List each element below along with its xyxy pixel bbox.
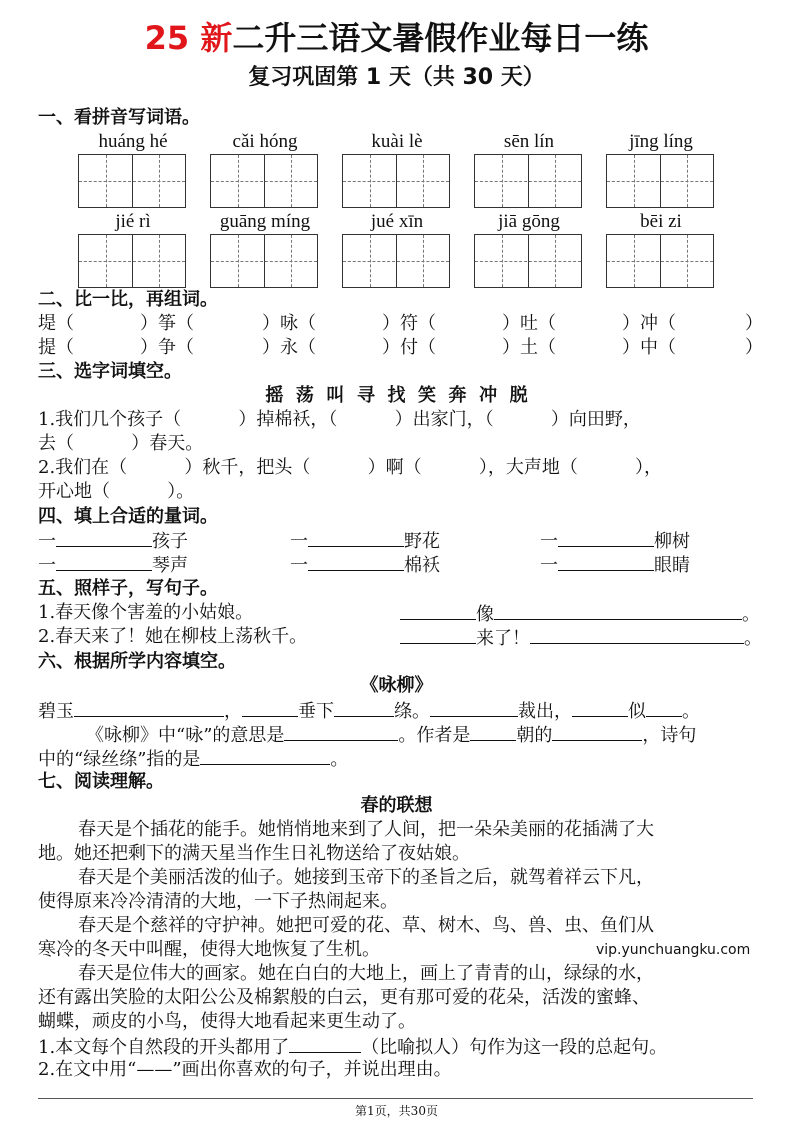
pinyin-10: bēi zi xyxy=(640,211,682,232)
pinyin-5: jīng líng xyxy=(629,131,693,152)
para-3-line-2: 寒冷的冬天中叫醒，使得大地恢复了生机。 xyxy=(38,939,380,960)
section-1-heading: 一、看拼音写词语。 xyxy=(38,107,200,128)
para-1-line-1: 春天是个插花的能手。她悄悄地来到了人间，把一朵朵美丽的花插满了大 xyxy=(78,819,654,840)
para-4-line-2: 还有露出笑脸的太阳公公及棉絮般的白云，更有那可爱的花朵，活泼的蜜蜂、 xyxy=(38,987,650,1008)
measure-blank[interactable] xyxy=(308,528,404,547)
fill-q2-line2: 开心地（ ）。 xyxy=(38,481,195,502)
para-3-line-1: 春天是个慈祥的守护神。她把可爱的花、草、树木、鸟、兽、虫、鱼们从 xyxy=(78,915,654,936)
writing-box-2[interactable] xyxy=(210,154,318,208)
fill-q1-line1: 1.我们几个孩子（ ）掉棉袄，（ ）出家门，（ ）向田野， xyxy=(38,409,641,430)
section-7-heading: 七、阅读理解。 xyxy=(38,771,164,792)
para-4-line-3: 蝴蝶，顽皮的小鸟，使得大地看起来更生动了。 xyxy=(38,1011,416,1032)
pinyin-4: sēn lín xyxy=(503,131,555,152)
writing-box-10[interactable] xyxy=(606,234,714,288)
poem-title: 《咏柳》 xyxy=(360,675,433,696)
word-bank: 摇 荡 叫 寻 找 笑 奔 冲 脱 xyxy=(265,385,528,406)
measure-blank[interactable] xyxy=(558,552,654,571)
measure-6: 一 眼睛 xyxy=(540,552,690,578)
measure-1: 一 孩子 xyxy=(38,528,188,554)
measure-2: 一 野花 xyxy=(290,528,440,554)
compare-2-6: ）中（ xyxy=(622,337,676,358)
title-text: 二升三语文暑假作业每日一练 xyxy=(232,19,649,57)
compare-2-1: 提（ xyxy=(38,337,74,358)
page-title xyxy=(0,16,793,60)
compare-1-1: 堤（ xyxy=(38,313,74,334)
para-1-line-2: 地。她还把剩下的满天星当作生日礼物送给了夜姑娘。 xyxy=(38,843,470,864)
writing-box-4[interactable] xyxy=(474,154,582,208)
compare-1-4: ）符（ xyxy=(382,313,436,334)
answer-line-1: 像 。 xyxy=(400,601,760,627)
answer-line-2: 来了！ 。 xyxy=(400,625,762,651)
pinyin-7: guāng míng xyxy=(219,211,311,232)
measure-3: 一 柳树 xyxy=(540,528,690,554)
para-4-line-1: 春天是位伟大的画家。她在白白的大地上，画上了青青的山，绿绿的水， xyxy=(78,963,654,984)
measure-blank[interactable] xyxy=(56,552,152,571)
page-subtitle: 复习巩固第 1 天（共 30 天） xyxy=(248,65,545,90)
para-2-line-2: 使得原来冷冷清清的大地，一下子热闹起来。 xyxy=(38,891,398,912)
fill-q2-line1: 2.我们在（ ）秋千，把头（ ）啊（ ），大声地（ ）， xyxy=(38,457,663,478)
writing-box-8[interactable] xyxy=(342,234,450,288)
title-number: 25 新 xyxy=(144,19,233,57)
para-2-line-1: 春天是个美丽活泼的仙子。她接到玉帝下的圣旨之后，就驾着祥云下凡， xyxy=(78,867,654,888)
section-4-heading: 四、填上合适的量词。 xyxy=(38,506,218,527)
measure-blank[interactable] xyxy=(308,552,404,571)
compare-1-5: ）吐（ xyxy=(502,313,556,334)
section-3-heading: 三、选字词填空。 xyxy=(38,361,182,382)
compare-1-2: ）筝（ xyxy=(140,313,194,334)
compare-1-6: ）冲（ xyxy=(622,313,676,334)
reading-question-1: 1.本文每个自然段的开头都用了 （比喻拟人）句作为这一段的总起句。 xyxy=(38,1034,667,1060)
fill-q1-line2: 去（ ）春天。 xyxy=(38,433,204,454)
compare-2-3: ）永（ xyxy=(262,337,316,358)
measure-5: 一 棉袄 xyxy=(290,552,440,578)
compare-2-4: ）付（ xyxy=(382,337,436,358)
writing-box-6[interactable] xyxy=(78,234,186,288)
writing-box-1[interactable] xyxy=(78,154,186,208)
example-sentence-1: 1.春天像个害羞的小姑娘。 xyxy=(38,602,254,623)
compare-2-2: ）争（ xyxy=(140,337,194,358)
compare-1-7: ） xyxy=(745,313,763,334)
poem-question-1: 《咏柳》中“咏”的意思是 。作者是 朝的 ，诗句 xyxy=(38,722,696,748)
section-6-heading: 六、根据所学内容填空。 xyxy=(38,651,236,672)
pinyin-6: jié rì xyxy=(115,211,151,232)
compare-2-5: ）土（ xyxy=(502,337,556,358)
pinyin-3: kuài lè xyxy=(371,131,423,152)
reading-question-2: 2.在文中用“——”画出你喜欢的句子，并说出理由。 xyxy=(38,1059,452,1080)
pinyin-8: jué xīn xyxy=(370,211,424,232)
measure-4: 一 琴声 xyxy=(38,552,188,578)
section-2-heading: 二、比一比，再组词。 xyxy=(38,289,218,310)
section-5-heading: 五、照样子，写句子。 xyxy=(38,578,218,599)
pinyin-9: jiā gōng xyxy=(498,211,560,232)
reading-title: 春的联想 xyxy=(360,795,433,816)
page-footer: 第1页，共30页 xyxy=(355,1104,438,1118)
writing-box-7[interactable] xyxy=(210,234,318,288)
measure-blank[interactable] xyxy=(558,528,654,547)
poem-question-2: 中的“绿丝绦”指的是 。 xyxy=(38,746,348,772)
watermark: vip.yunchuangku.com xyxy=(596,942,751,958)
measure-blank[interactable] xyxy=(56,528,152,547)
compare-2-7: ） xyxy=(745,337,763,358)
writing-box-9[interactable] xyxy=(474,234,582,288)
example-sentence-2: 2.春天来了！她在柳枝上荡秋千。 xyxy=(38,626,308,647)
poem-line: 碧玉 ， 垂下 绦。 裁出， 似 。 xyxy=(38,698,700,724)
writing-box-5[interactable] xyxy=(606,154,714,208)
compare-1-3: ）咏（ xyxy=(262,313,316,334)
pinyin-1: huáng hé xyxy=(98,131,168,152)
footer-divider xyxy=(38,1098,753,1099)
pinyin-2: cǎi hóng xyxy=(232,131,298,152)
writing-box-3[interactable] xyxy=(342,154,450,208)
